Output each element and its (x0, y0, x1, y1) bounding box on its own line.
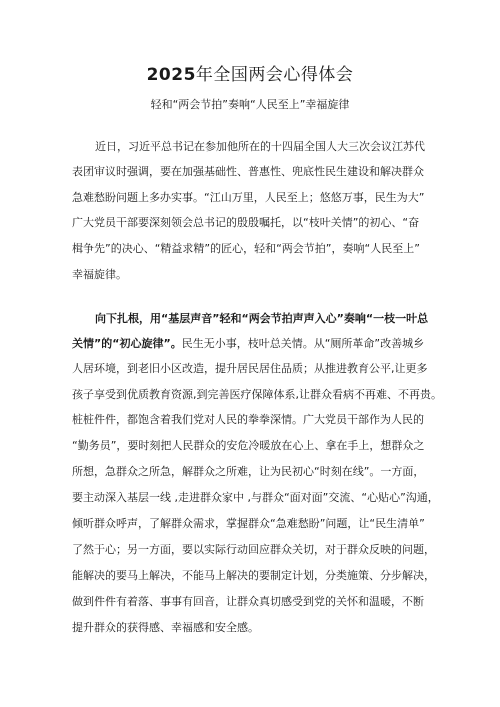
paragraph-line: 要主动深入基层一线 ,走进群众家中 ,与群众“面对面”交流、“心贴心”沟通， (72, 491, 439, 504)
paragraph-line: 广大党员干部要深刻领会总书记的殷殷嘱托，以“枝叶关情”的初心、“奋 (72, 216, 420, 229)
paragraph-line: 做到件件有着落、事事有回音，让群众真切感受到党的关怀和温暖，不断 (72, 595, 424, 608)
paragraph-line: 提升群众的获得感、幸福感和安全感。 (72, 621, 259, 634)
paragraph-line (72, 337, 424, 351)
title-text: 年全国两会心得体会 (195, 65, 354, 85)
paragraph-line: 桩桩件件，都饱含着我们党对人民的拳拳深情。广大党员干部作为人民的 (72, 413, 424, 426)
paragraph-line: 倾听群众呼声，了解群众需求，掌握群众“急难愁盼”问题，让“民生清单” (72, 517, 425, 530)
paragraph-text: 民生无小事，枝叶总关情。从“厕所革命”改善城乡 (181, 337, 425, 350)
section-heading-end: 关情”的“初心旋律”。 (72, 337, 182, 350)
paragraph-line: 所想，急群众之所急，解群众之所难，让为民初心“时刻在线”。一方面， (72, 465, 425, 478)
paragraph-line: 急难愁盼问题上多办实事。“江山万里，人民至上；悠悠万事，民生为大” (72, 191, 425, 204)
paragraph-line: “勤务员”，要时刻把人民群众的安危冷暖放在心上、拿在手上，想群众之 (72, 439, 425, 452)
section-heading: 向下扎根，用“基层声音”轻和“两会节拍声声入心”奏响“一枝一叶总 (95, 312, 429, 325)
paragraph-line: 能解决的要马上解决，不能马上解决的要制定计划，分类施策、分步解决， (72, 569, 435, 582)
document-subtitle: 轻和“两会节拍”奏响“人民至上”幸福旋律 (150, 98, 350, 111)
document-title (0, 60, 500, 85)
paragraph-line: 幸福旋律。 (72, 268, 127, 281)
paragraph-line: 楫争先”的决心、“精益求精”的匠心，轻和“两会节拍”，奏响“人民至上” (72, 242, 420, 255)
paragraph-line: 表团审议时强调，要在加强基础性、普惠性、兜底性民生建设和解决群众 (72, 165, 424, 178)
paragraph-line: 近日，习近平总书记在参加他所在的十四届全国人大三次会议江苏代 (95, 140, 425, 153)
paragraph-line: 了然于心；另一方面，要以实际行动回应群众关切，对于群众反映的问题， (72, 543, 435, 556)
paragraph-line: 人居环境，到老旧小区改造，提升居民居住品质；从推进教育公平,让更多 (72, 362, 428, 375)
paragraph-line: 孩子享受到优质教育资源,到完善医疗保障体系,让群众看病不再难、不再贵。 (72, 388, 442, 401)
title-year: 2025 (146, 65, 196, 85)
